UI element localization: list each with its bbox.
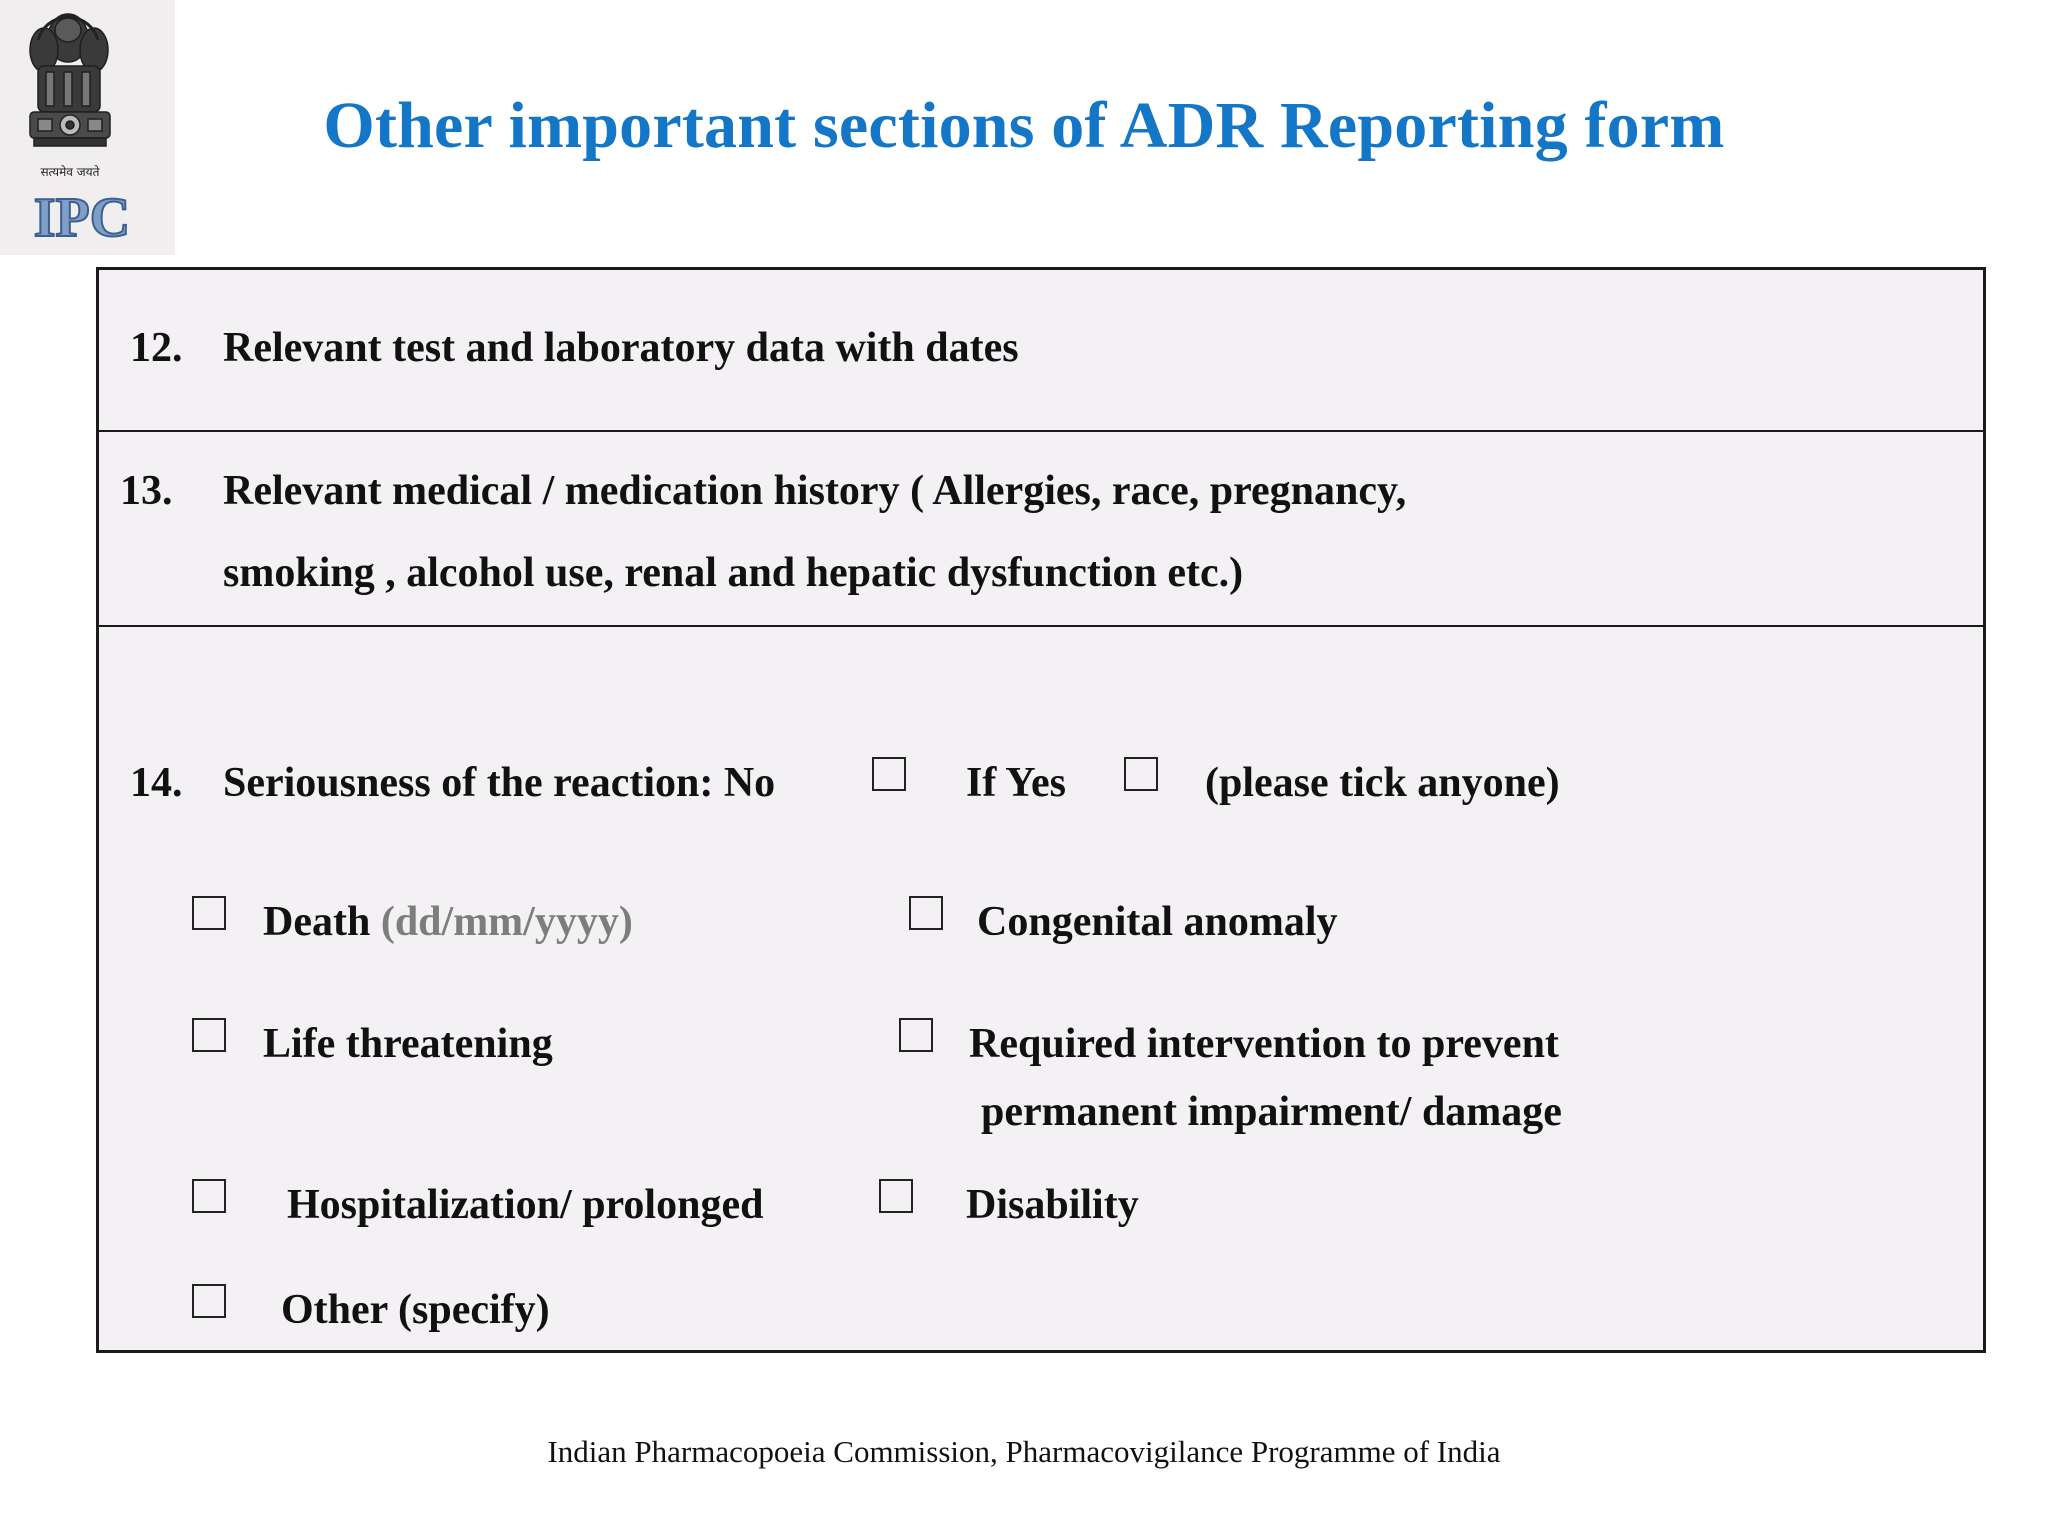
disability-checkbox[interactable] xyxy=(879,1179,913,1213)
death-date-format: (dd/mm/yyyy) xyxy=(380,899,633,945)
tick-instruction: (please tick anyone) xyxy=(1205,760,1560,806)
other-label: Other (specify) xyxy=(281,1287,550,1333)
death-checkbox[interactable] xyxy=(192,896,226,930)
logo-acronym: IPC xyxy=(33,187,131,249)
footer-text: Indian Pharmacopoeia Commission, Pharmacovigilance Programme of India xyxy=(547,1434,1501,1469)
death-label xyxy=(263,901,633,943)
seriousness-question: Seriousness of the reaction: No xyxy=(223,760,776,806)
life-threatening-label: Life threatening xyxy=(263,1021,553,1067)
adr-form-sections xyxy=(96,267,1986,1353)
if-yes-label: If Yes xyxy=(966,760,1066,806)
seriousness-yes-checkbox[interactable] xyxy=(1124,757,1158,791)
section-13-label-line2: smoking , alcohol use, renal and hepatic dysfunction etc.) xyxy=(223,550,1244,596)
section-14-number: 14. xyxy=(130,760,183,806)
required-intervention-label-line2: permanent impairment/ damage xyxy=(981,1089,1562,1135)
life-threatening-checkbox[interactable] xyxy=(192,1018,226,1052)
hospitalization-label: Hospitalization/ prolonged xyxy=(287,1182,764,1228)
hospitalization-checkbox[interactable] xyxy=(192,1179,226,1213)
congenital-anomaly-label: Congenital anomaly xyxy=(977,899,1338,945)
required-intervention-label-line1: Required intervention to prevent xyxy=(969,1021,1559,1067)
required-intervention-checkbox[interactable] xyxy=(899,1018,933,1052)
seriousness-no-checkbox[interactable] xyxy=(872,757,906,791)
section-12-number: 12. xyxy=(130,325,183,371)
logo-motto: सत्यमेव जयते xyxy=(40,165,100,179)
disability-label: Disability xyxy=(966,1182,1139,1228)
section-13-number: 13. xyxy=(120,468,173,514)
divider-13-14 xyxy=(99,625,1983,627)
congenital-anomaly-checkbox[interactable] xyxy=(909,896,943,930)
section-12-label: Relevant test and laboratory data with dates xyxy=(223,325,1019,371)
divider-12-13 xyxy=(99,430,1983,432)
section-13-label-line1: Relevant medical / medication history ( Allergies, race, pregnancy, xyxy=(223,468,1407,514)
page-title: Other important sections of ADR Reporting form xyxy=(323,89,1725,162)
other-checkbox[interactable] xyxy=(192,1284,226,1318)
death-text: Death xyxy=(263,899,371,945)
